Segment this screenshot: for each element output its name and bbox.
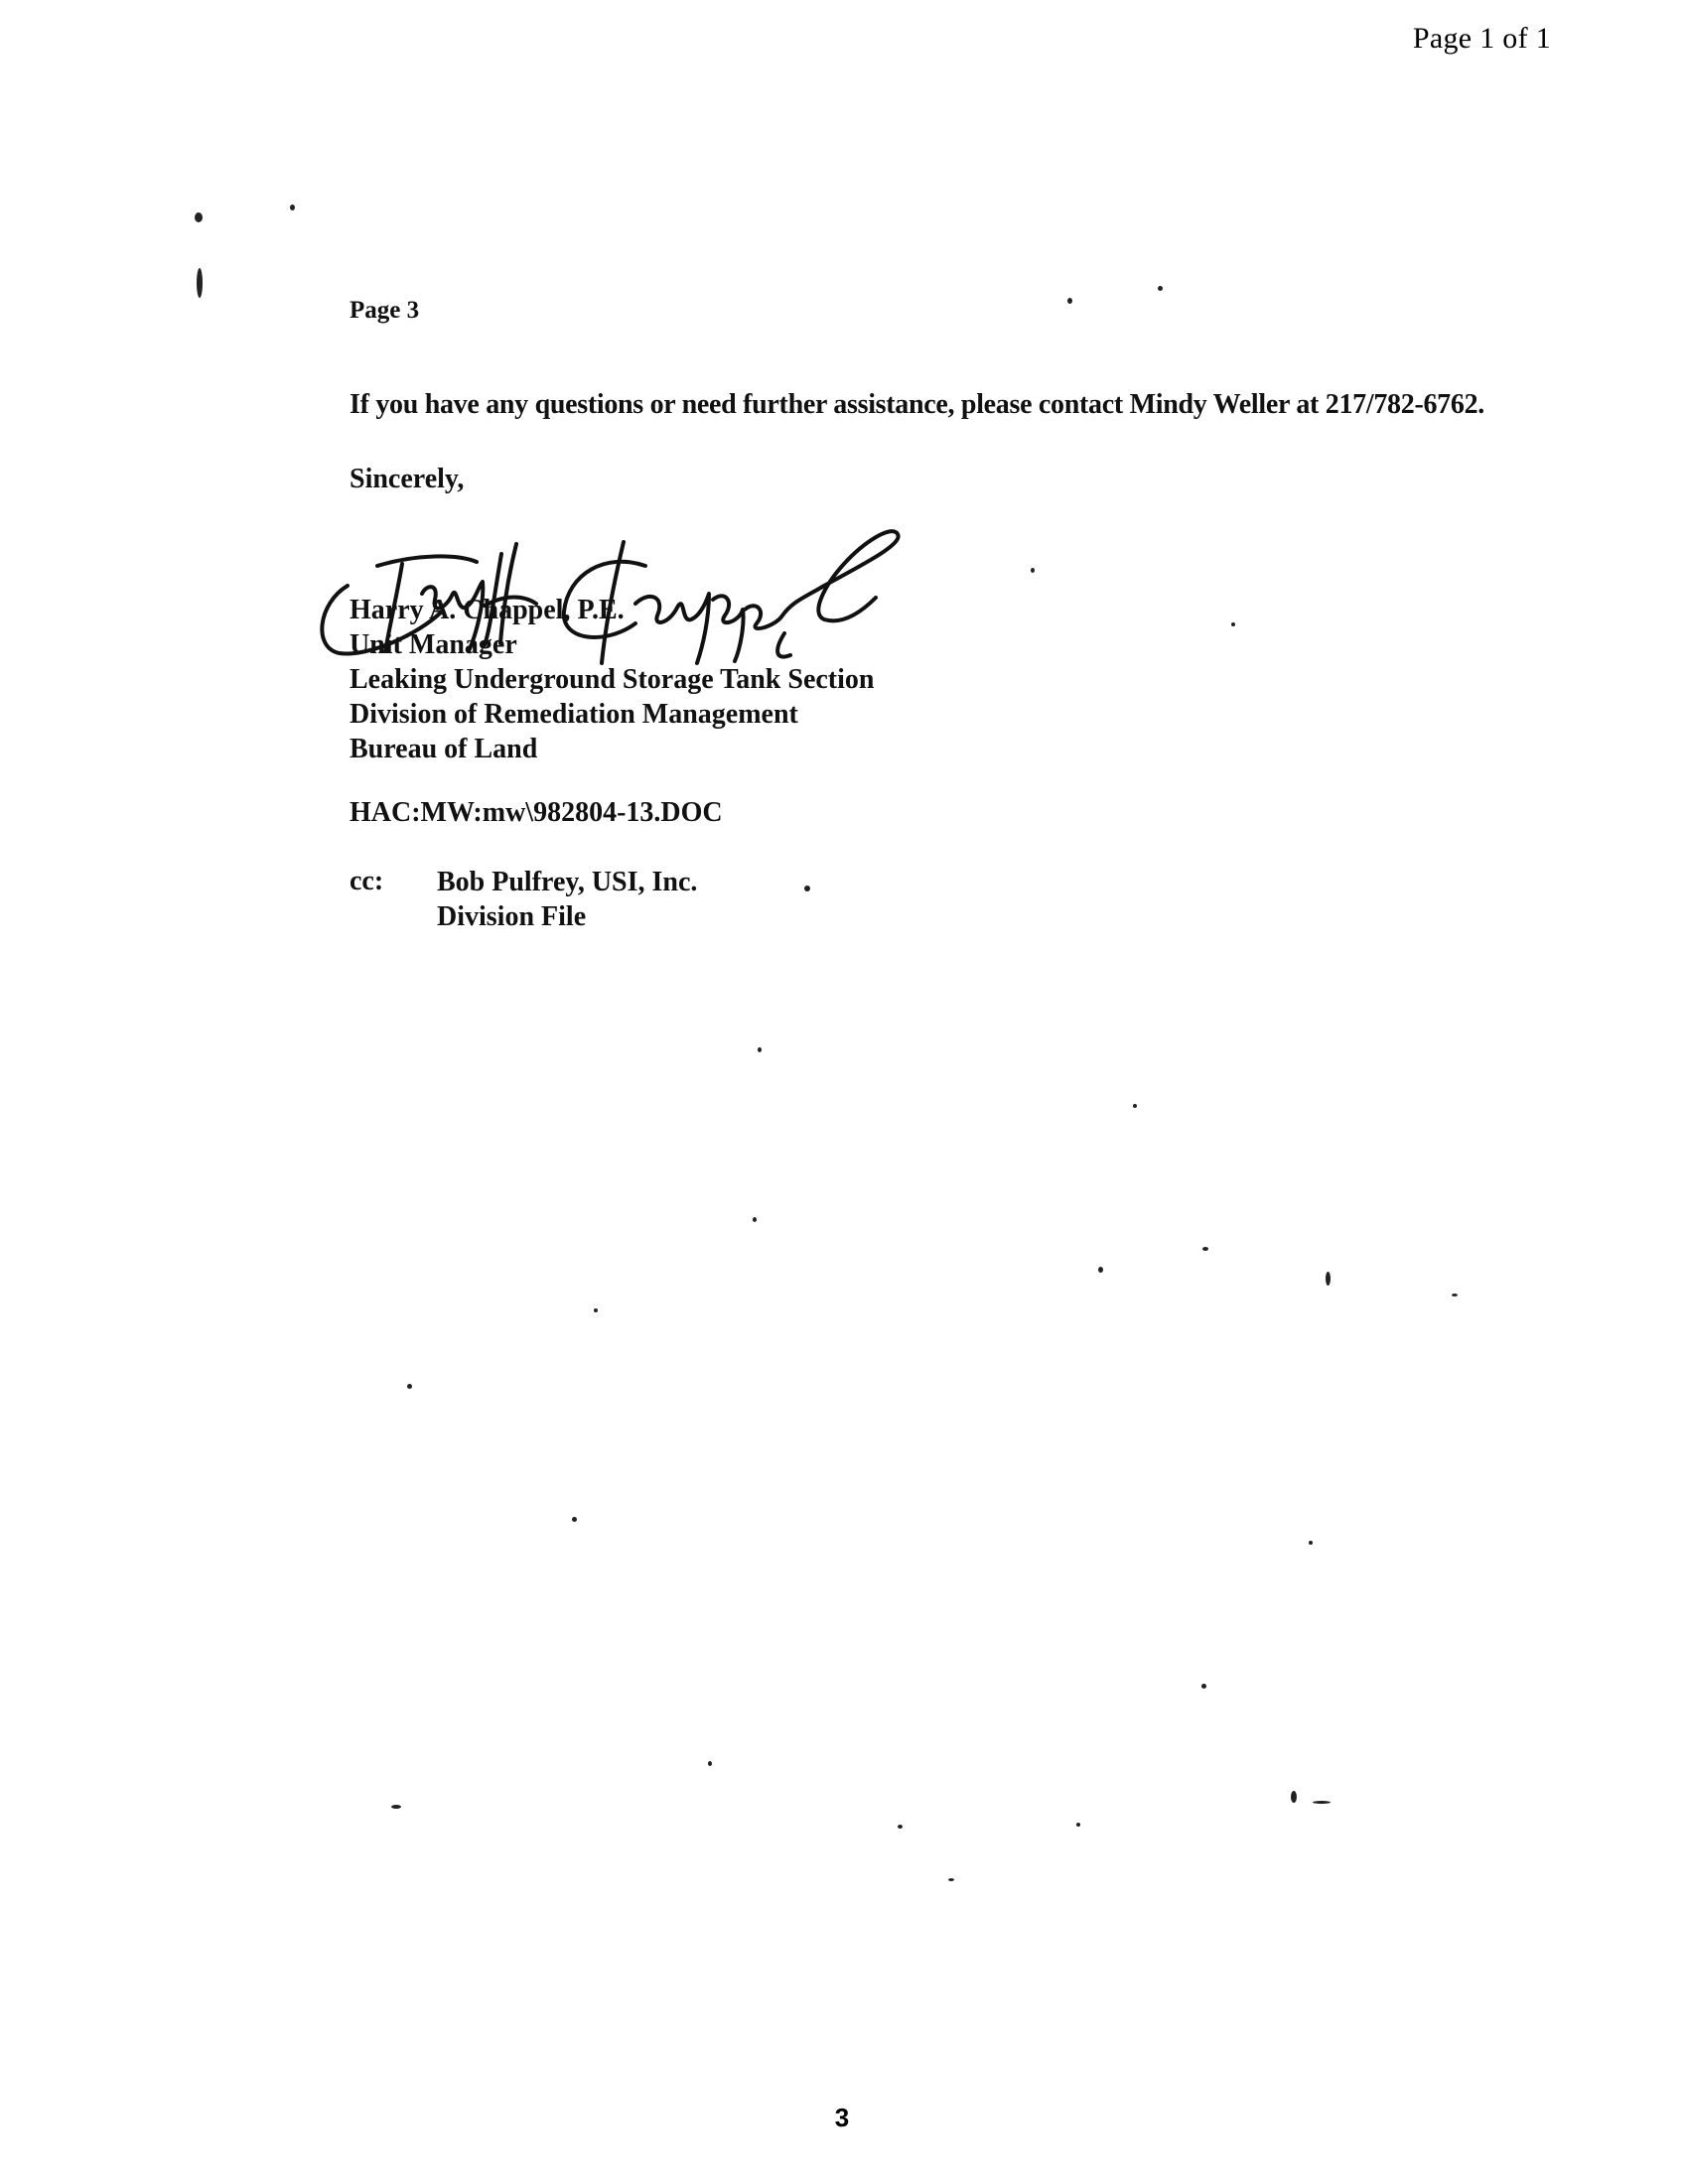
reference-line: HAC:MW:mw\982804-13.DOC (350, 797, 723, 828)
scan-speck (1309, 1541, 1313, 1545)
cc-label: cc: (350, 866, 384, 896)
body-paragraph: If you have any questions or need further assistance, please contact Mindy Weller at 217/782-6762. (350, 389, 1484, 420)
scan-speck (572, 1517, 577, 1522)
handwritten-signature (308, 524, 904, 673)
scan-speck (1202, 1247, 1208, 1251)
scan-speck (1098, 1267, 1103, 1273)
scan-speck (1158, 286, 1163, 291)
scan-speck (407, 1384, 412, 1389)
page-label: Page 3 (350, 297, 420, 324)
scan-speck (1031, 568, 1035, 573)
closing: Sincerely, (350, 464, 465, 494)
scan-speck (1201, 1684, 1206, 1689)
scan-speck (594, 1308, 598, 1312)
scan-speck (1076, 1823, 1080, 1827)
scan-speck (1291, 1791, 1297, 1803)
scan-speck (1067, 298, 1072, 304)
scan-speck (898, 1825, 903, 1829)
signer-section: Leaking Underground Storage Tank Section (350, 664, 875, 695)
scan-speck (197, 268, 203, 298)
signer-name: Harry A. Chappel, P.E. (350, 595, 625, 625)
page-indicator: Page 1 of 1 (1412, 22, 1551, 55)
scan-speck (948, 1878, 954, 1881)
scan-speck (753, 1217, 757, 1222)
cc-block (350, 865, 1541, 934)
scan-speck (195, 212, 203, 222)
scan-speck (391, 1805, 401, 1809)
cc-recipient: Division File (437, 901, 587, 932)
footer-page-number: 3 (834, 2103, 850, 2132)
signer-bureau: Bureau of Land (350, 734, 538, 764)
scan-speck (290, 205, 295, 210)
scan-speck (1231, 622, 1235, 626)
scan-speck (758, 1047, 762, 1052)
cc-recipient: Bob Pulfrey, USI, Inc. (437, 867, 698, 897)
signer-title: Unit Manager (350, 629, 517, 660)
scan-speck (804, 886, 810, 891)
scan-speck (1313, 1801, 1331, 1804)
scan-speck (708, 1761, 712, 1766)
cc-recipient-list (437, 865, 697, 934)
signer-division: Division of Remediation Management (350, 699, 798, 730)
scan-speck (1452, 1294, 1458, 1297)
scan-speck (1133, 1104, 1137, 1108)
scan-speck (1326, 1272, 1331, 1286)
